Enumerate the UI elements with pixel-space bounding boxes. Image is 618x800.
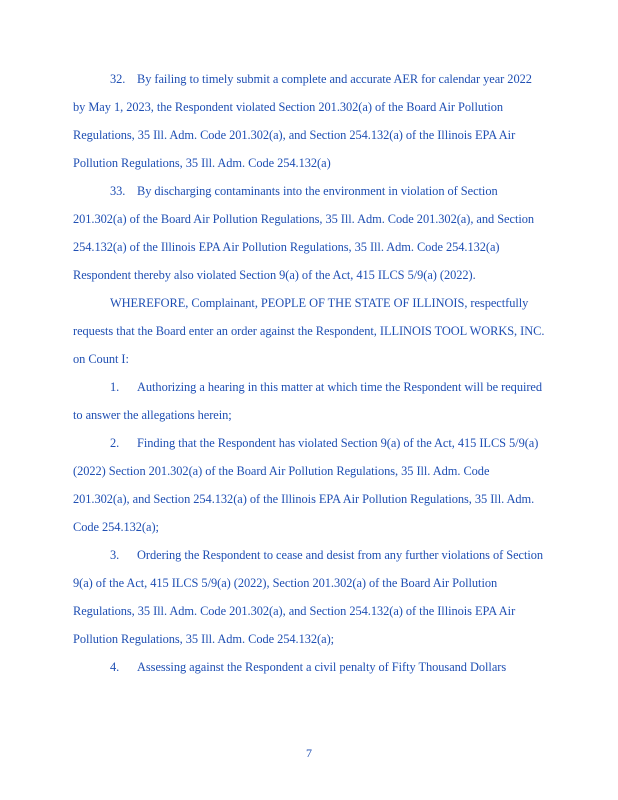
item-number: 3.: [110, 548, 120, 562]
para-number: 32.: [110, 72, 126, 86]
item-3-line-2: 9(a) of the Act, 415 ILCS 5/9(a) (2022), Section 201.302(a) of the Board Air Pollution: [73, 576, 498, 590]
item-3-line-4: Pollution Regulations, 35 Ill. Adm. Code 254.132(a);: [73, 632, 335, 646]
para-33-line-2: 201.302(a) of the Board Air Pollution Regulations, 35 Ill. Adm. Code 201.302(a), and Section: [73, 212, 535, 226]
item-2-line-2: (2022) Section 201.302(a) of the Board Air Pollution Regulations, 35 Ill. Adm. Code: [73, 464, 490, 478]
item-2-line-3: 201.302(a), and Section 254.132(a) of the Illinois EPA Air Pollution Regulations, 35 Ill. Adm.: [73, 492, 535, 506]
wherefore-line-2: requests that the Board enter an order against the Respondent, ILLINOIS TOOL WORKS, INC.: [73, 324, 545, 338]
item-number: 1.: [110, 380, 120, 394]
item-number: 2.: [110, 436, 120, 450]
para-32-line-2: by May 1, 2023, the Respondent violated Section 201.302(a) of the Board Air Pollution: [73, 100, 504, 114]
wherefore-line-1: WHEREFORE, Complainant, PEOPLE OF THE STATE OF ILLINOIS, respectfully: [110, 296, 529, 310]
page-number: 7: [306, 746, 312, 760]
para-33-line-3: 254.132(a) of the Illinois EPA Air Pollution Regulations, 35 Ill. Adm. Code 254.132(a): [73, 240, 500, 254]
para-33-line-1: 33. By discharging contaminants into the environment in violation of Section: [110, 184, 498, 198]
item-2-line-4: Code 254.132(a);: [73, 520, 159, 534]
item-1-line-1: 1. Authorizing a hearing in this matter at which time the Respondent will be required: [110, 380, 543, 394]
item-4-line-1: 4. Assessing against the Respondent a civil penalty of Fifty Thousand Dollars: [110, 660, 507, 674]
para-32-line-3: Regulations, 35 Ill. Adm. Code 201.302(a), and Section 254.132(a) of the Illinois EPA Air: [73, 128, 516, 142]
item-3-line-3: Regulations, 35 Ill. Adm. Code 201.302(a), and Section 254.132(a) of the Illinois EPA Air: [73, 604, 516, 618]
item-2-line-1: 2. Finding that the Respondent has violated Section 9(a) of the Act, 415 ILCS 5/9(a): [110, 436, 539, 450]
para-33-line-4: Respondent thereby also violated Section 9(a) of the Act, 415 ILCS 5/9(a) (2022).: [73, 268, 476, 282]
wherefore-line-3: on Count I:: [73, 352, 129, 366]
item-3-line-1: 3. Ordering the Respondent to cease and desist from any further violations of Section: [110, 548, 544, 562]
para-32-line-1: 32. By failing to timely submit a complete and accurate AER for calendar year 2022: [110, 72, 532, 86]
item-number: 4.: [110, 660, 120, 674]
para-number: 33.: [110, 184, 126, 198]
para-32-line-4: Pollution Regulations, 35 Ill. Adm. Code 254.132(a): [73, 156, 331, 170]
item-1-line-2: to answer the allegations herein;: [73, 408, 232, 422]
